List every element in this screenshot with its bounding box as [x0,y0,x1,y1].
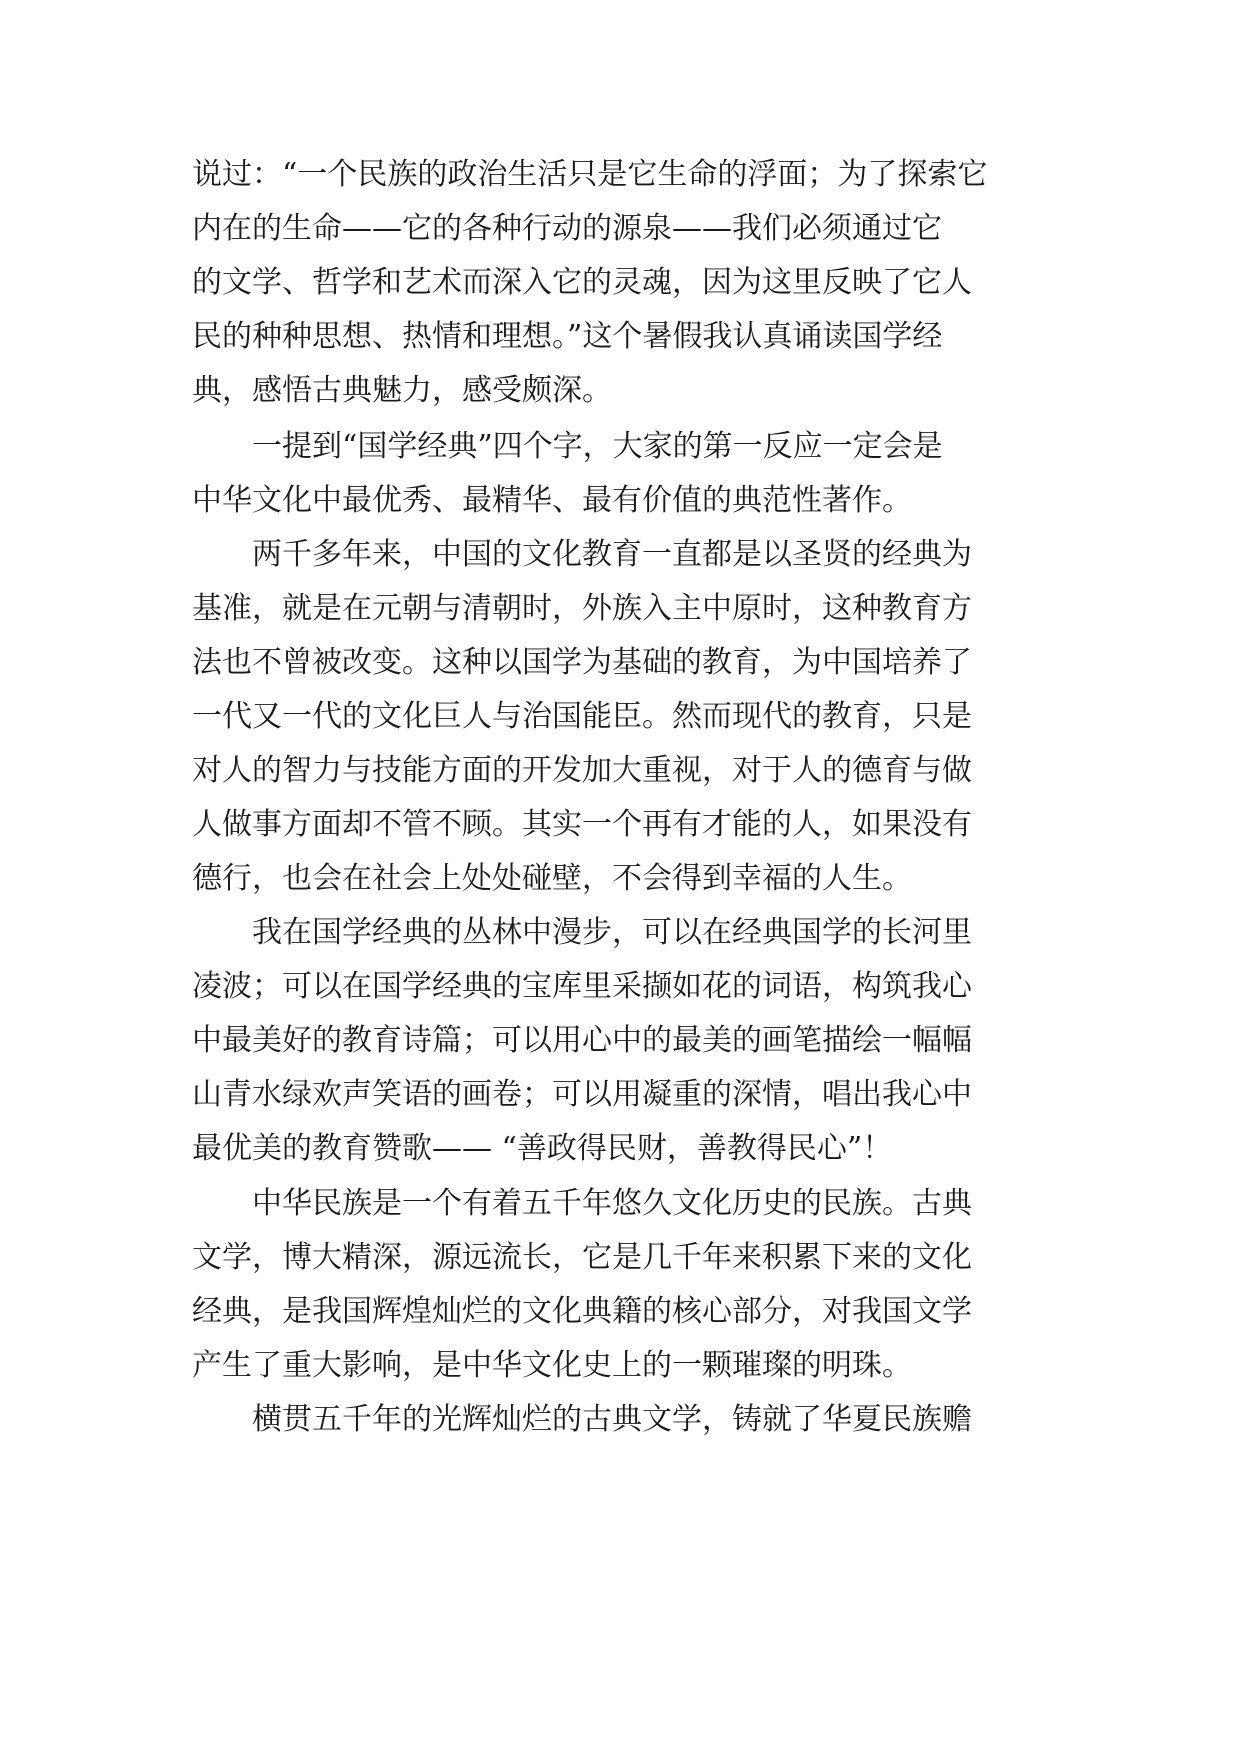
text-line: 基准，就是在元朝与清朝时，外族入主中原时，这种教育方 [192,591,972,626]
text-line: 人做事方面却不管不顾。其实一个再有才能的人，如果没有 [192,807,972,842]
text-line: 中最美好的教育诗篇；可以用心中的最美的画笔描绘一幅幅 [192,1023,972,1058]
text-line: 说过：“一个民族的政治生活只是它生命的浮面；为了探索它 [192,157,988,192]
text-line: 一代又一代的文化巨人与治国能臣。然而现代的教育，只是 [192,699,972,734]
text-line: 典，感悟古典魅力，感受颇深。 [192,373,612,408]
paragraph-first-line: 两千多年来，中国的文化教育一直都是以圣贤的经典为 [252,537,972,572]
paragraph-first-line: 一提到“国学经典”四个字，大家的第一反应一定会是 [252,429,943,464]
text-line: 山青水绿欢声笑语的画卷；可以用凝重的深情，唱出我心中 [192,1077,972,1112]
text-line: 德行，也会在社会上处处碰壁，不会得到幸福的人生。 [192,861,912,896]
text-line: 法也不曾被改变。这种以国学为基础的教育，为中国培养了 [192,645,972,680]
text-line: 的文学、哲学和艺术而深入它的灵魂，因为这里反映了它人 [192,265,972,300]
text-line: 产生了重大影响，是中华文化史上的一颗璀璨的明珠。 [192,1348,912,1383]
text-line: 最优美的教育赞歌—— “善政得民财，善教得民心”！ [192,1131,893,1166]
text-line: 经典，是我国辉煌灿烂的文化典籍的核心部分，对我国文学 [192,1294,972,1329]
text-line: 内在的生命——它的各种行动的源泉——我们必须通过它 [192,211,942,246]
paragraph-first-line: 我在国学经典的丛林中漫步，可以在经典国学的长河里 [252,915,972,950]
paragraph-first-line: 横贯五千年的光辉灿烂的古典文学，铸就了华夏民族赡 [252,1402,972,1437]
text-line: 对人的智力与技能方面的开发加大重视，对于人的德育与做 [192,753,972,788]
paragraph-first-line: 中华民族是一个有着五千年悠久文化历史的民族。古典 [252,1186,972,1221]
text-line: 文学，博大精深，源远流长，它是几千年来积累下来的文化 [192,1240,972,1275]
text-line: 凌波；可以在国学经典的宝库里采撷如花的词语，构筑我心 [192,969,972,1004]
text-line: 中华文化中最优秀、最精华、最有价值的典范性著作。 [192,483,912,518]
text-line: 民的种种思想、热情和理想。”这个暑假我认真诵读国学经 [192,319,943,354]
